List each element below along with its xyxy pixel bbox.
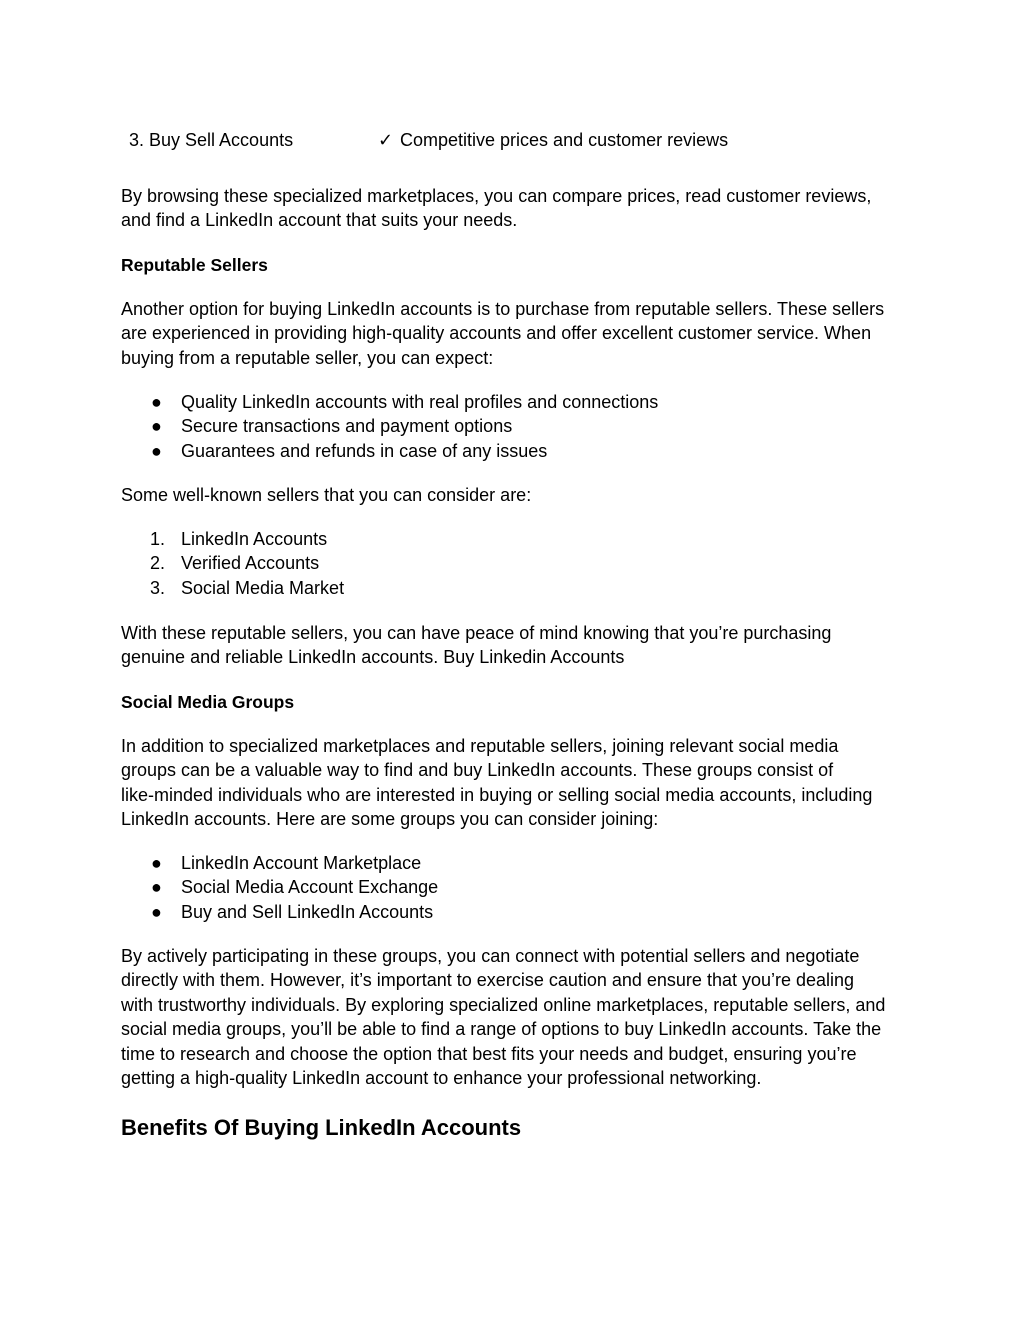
text-line: By actively participating in these groups, you can connect with potential sellers and negotiate	[121, 946, 860, 966]
bullet-icon: ●	[151, 416, 162, 437]
list-item-text: Social Media Account Exchange	[181, 877, 439, 898]
bullet-list-groups	[121, 851, 911, 924]
paragraph-social-groups	[121, 734, 911, 832]
list-item-text: LinkedIn Account Marketplace	[181, 853, 422, 873]
list-item	[121, 576, 911, 600]
list-item	[121, 900, 911, 924]
text-line: with trustworthy individuals. By exploring specialized online marketplaces, reputable sellers, and	[121, 994, 886, 1015]
table-cell-feature	[378, 128, 728, 152]
bullet-icon: ●	[151, 877, 162, 898]
text-line: With these reputable sellers, you can have peace of mind knowing that you’re purchasing	[121, 623, 832, 643]
paragraph-well-known-sellers: Some well-known sellers that you can consider are:	[121, 485, 532, 505]
text-line: directly with them. However, it’s important to exercise caution and ensure that you’re dealing	[121, 970, 855, 991]
list-item	[121, 875, 911, 899]
text-line: are experienced in providing high-quality accounts and offer excellent customer service. When	[121, 323, 872, 344]
paragraph-peace-of-mind	[121, 621, 911, 670]
text-line: Another option for buying LinkedIn accounts is to purchase from reputable sellers. These sellers	[121, 299, 885, 319]
text-line: social media groups, you’ll be able to find a range of options to buy LinkedIn accounts. Take the	[121, 1019, 882, 1040]
paragraph-reputable-sellers	[121, 297, 911, 370]
list-item	[121, 851, 911, 875]
table-cell-feature-text: Competitive prices and customer reviews	[400, 130, 729, 150]
list-item-text: Social Media Market	[181, 577, 345, 598]
text-line: getting a high-quality LinkedIn account to enhance your professional networking.	[121, 1068, 762, 1089]
text-line: LinkedIn accounts. Here are some groups you can consider joining:	[121, 809, 659, 830]
text-line: By browsing these specialized marketplaces, you can compare prices, read customer reviews,	[121, 186, 872, 206]
text-line: like-minded individuals who are interested in buying or selling social media accounts, including	[121, 784, 873, 805]
checkmark-icon: ✓	[378, 130, 394, 150]
list-item-text: Verified Accounts	[181, 553, 320, 574]
subheading-social-media-groups: Social Media Groups	[121, 692, 295, 712]
text-line: groups can be a valuable way to find and buy LinkedIn accounts. These groups consist of	[121, 760, 834, 781]
list-item-text: Buy and Sell LinkedIn Accounts	[181, 901, 434, 922]
bullet-list-expectations	[121, 390, 911, 463]
numbered-list-sellers	[121, 527, 911, 600]
paragraph-participating	[121, 944, 911, 1090]
list-item-text: LinkedIn Accounts	[181, 529, 328, 549]
bullet-icon: ●	[151, 901, 162, 922]
list-item	[121, 390, 911, 414]
list-item-text: Quality LinkedIn accounts with real profiles and connections	[181, 392, 659, 412]
list-number: 3.	[150, 577, 166, 598]
list-number: 2.	[150, 553, 166, 574]
bullet-icon: ●	[151, 440, 162, 461]
list-number: 1.	[150, 529, 166, 549]
text-line: and find a LinkedIn account that suits your needs.	[121, 210, 518, 231]
list-item-text: Guarantees and refunds in case of any issues	[181, 440, 548, 461]
list-item	[121, 527, 911, 551]
paragraph-marketplaces	[121, 184, 911, 233]
section-heading-benefits: Benefits Of Buying LinkedIn Accounts	[121, 1115, 522, 1140]
text-line: In addition to specialized marketplaces and reputable sellers, joining relevant social media	[121, 736, 839, 756]
text-line: time to research and choose the option that best fits your needs and budget, ensuring you’re	[121, 1043, 857, 1064]
bullet-icon: ●	[151, 392, 162, 412]
text-line: buying from a reputable seller, you can expect:	[121, 347, 494, 368]
list-item	[121, 551, 911, 575]
subheading-reputable-sellers: Reputable Sellers	[121, 255, 268, 275]
table-row	[121, 128, 911, 154]
table-cell-name: 3. Buy Sell Accounts	[129, 130, 294, 150]
list-item	[121, 414, 911, 438]
list-item	[121, 439, 911, 463]
list-item-text: Secure transactions and payment options	[181, 416, 513, 437]
bullet-icon: ●	[151, 853, 162, 873]
text-line: genuine and reliable LinkedIn accounts. Buy Linkedin Accounts	[121, 647, 625, 668]
